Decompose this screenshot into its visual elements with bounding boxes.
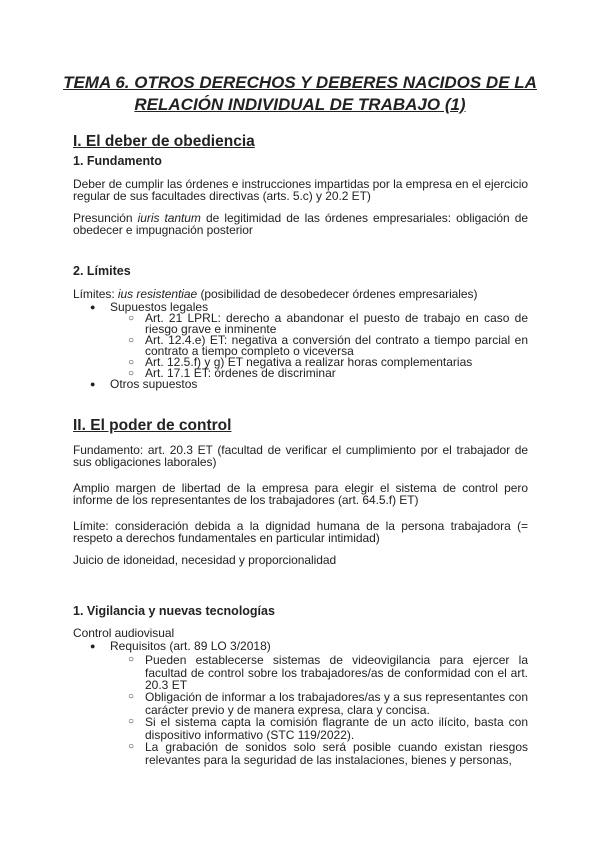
- section-heading-obediencia: I. El deber de obediencia: [73, 133, 255, 150]
- limites-text-end: (posibilidad de desobedecer órdenes empresariales): [197, 287, 478, 301]
- paragraph-juicio: Juicio de idoneidad, necesidad y proporcionalidad: [73, 553, 337, 567]
- circle-bullet-icon: ○: [128, 335, 135, 346]
- paragraph-margen: Amplio margen de libertad de la empresa para elegir el sistema de control pero informe de los representantes de los trabajadores (art. 64.5.f) ET): [73, 481, 528, 507]
- subheading-vigilancia: 1. Vigilancia y nuevas tecnologías: [73, 604, 275, 618]
- list-item: Requisitos (art. 89 LO 3/2018): [110, 639, 271, 653]
- paragraph-limites: [73, 289, 528, 301]
- circle-bullet-icon: ○: [128, 357, 135, 368]
- list-item: Otros supuestos: [110, 377, 198, 391]
- list-item: Art. 21 LPRL: derecho a abandonar el puesto de trabajo en caso de riesgo grave e inminente: [145, 311, 528, 336]
- list-item: Si el sistema capta la comisión flagrante de un acto ilícito, basta con dispositivo informativo (STC 119/2022).: [145, 715, 528, 742]
- bullet-icon: ●: [90, 379, 96, 389]
- document-title: TEMA 6. OTROS DERECHOS Y DEBERES NACIDOS DE LA RELACIÓN INDIVIDUAL DE TRABAJO (1): [63, 73, 537, 114]
- list-item: Art. 12.4.e) ET: negativa a conversión del contrato a tiempo parcial en contrato a tiempo completo o viceversa: [145, 333, 528, 358]
- section-heading-control: II. El poder de control: [73, 417, 232, 434]
- bullet-icon: ●: [90, 302, 96, 312]
- circle-bullet-icon: ○: [128, 654, 135, 665]
- presuncion-text-start: Presunción: [73, 211, 138, 225]
- list-item: Art. 17.1 ET: órdenes de discriminar: [145, 366, 336, 380]
- circle-bullet-icon: ○: [128, 313, 135, 324]
- circle-bullet-icon: ○: [128, 691, 135, 702]
- paragraph-deber: Deber de cumplir las órdenes e instrucciones impartidas por la empresa en el ejercicio regular de sus facultades directivas (arts. 5.c) y 20.2 ET): [73, 177, 528, 203]
- subheading-limites: 2. Límites: [73, 264, 131, 278]
- paragraph-presuncion: [73, 213, 528, 236]
- circle-bullet-icon: ○: [128, 716, 135, 727]
- presuncion-text-end: de legitimidad de las órdenes empresariales: obligación de obedecer e impugnación posterior: [73, 211, 529, 237]
- list-item: Obligación de informar a los trabajadores/as y a sus representantes con carácter previo y de manera expresa, clara y concisa.: [145, 690, 528, 717]
- limites-emphasis: ius resistentiae: [117, 287, 198, 301]
- list-item: Pueden establecerse sistemas de videovigilancia para ejercer la facultad de control sobre los trabajadores/as de conformidad con el art. 20.3 ET: [145, 653, 528, 692]
- presuncion-emphasis: iuris tantum: [137, 211, 201, 225]
- subheading-fundamento: 1. Fundamento: [73, 154, 162, 168]
- paragraph-fundamento: Fundamento: art. 20.3 ET (facultad de verificar el cumplimiento por el trabajador de sus obligaciones laborales): [73, 443, 528, 469]
- paragraph-control-audiovisual: Control audiovisual: [73, 626, 175, 640]
- limites-text-start: Límites:: [73, 287, 118, 301]
- list-item: Supuestos legales: [110, 300, 209, 314]
- list-item: Art. 12.5.f) y g) ET negativa a realizar horas complementarias: [145, 355, 473, 369]
- list-item: La grabación de sonidos solo será posible cuando existan riesgos relevantes para la seguridad de las instalaciones, bienes y personas,: [145, 740, 528, 767]
- circle-bullet-icon: ○: [128, 368, 135, 379]
- paragraph-limite: Límite: consideración debida a la dignidad humana de la persona trabajadora (= respeto a derechos fundamentales en particular intimidad): [73, 519, 528, 545]
- bullet-icon: ●: [90, 641, 96, 651]
- circle-bullet-icon: ○: [128, 741, 135, 752]
